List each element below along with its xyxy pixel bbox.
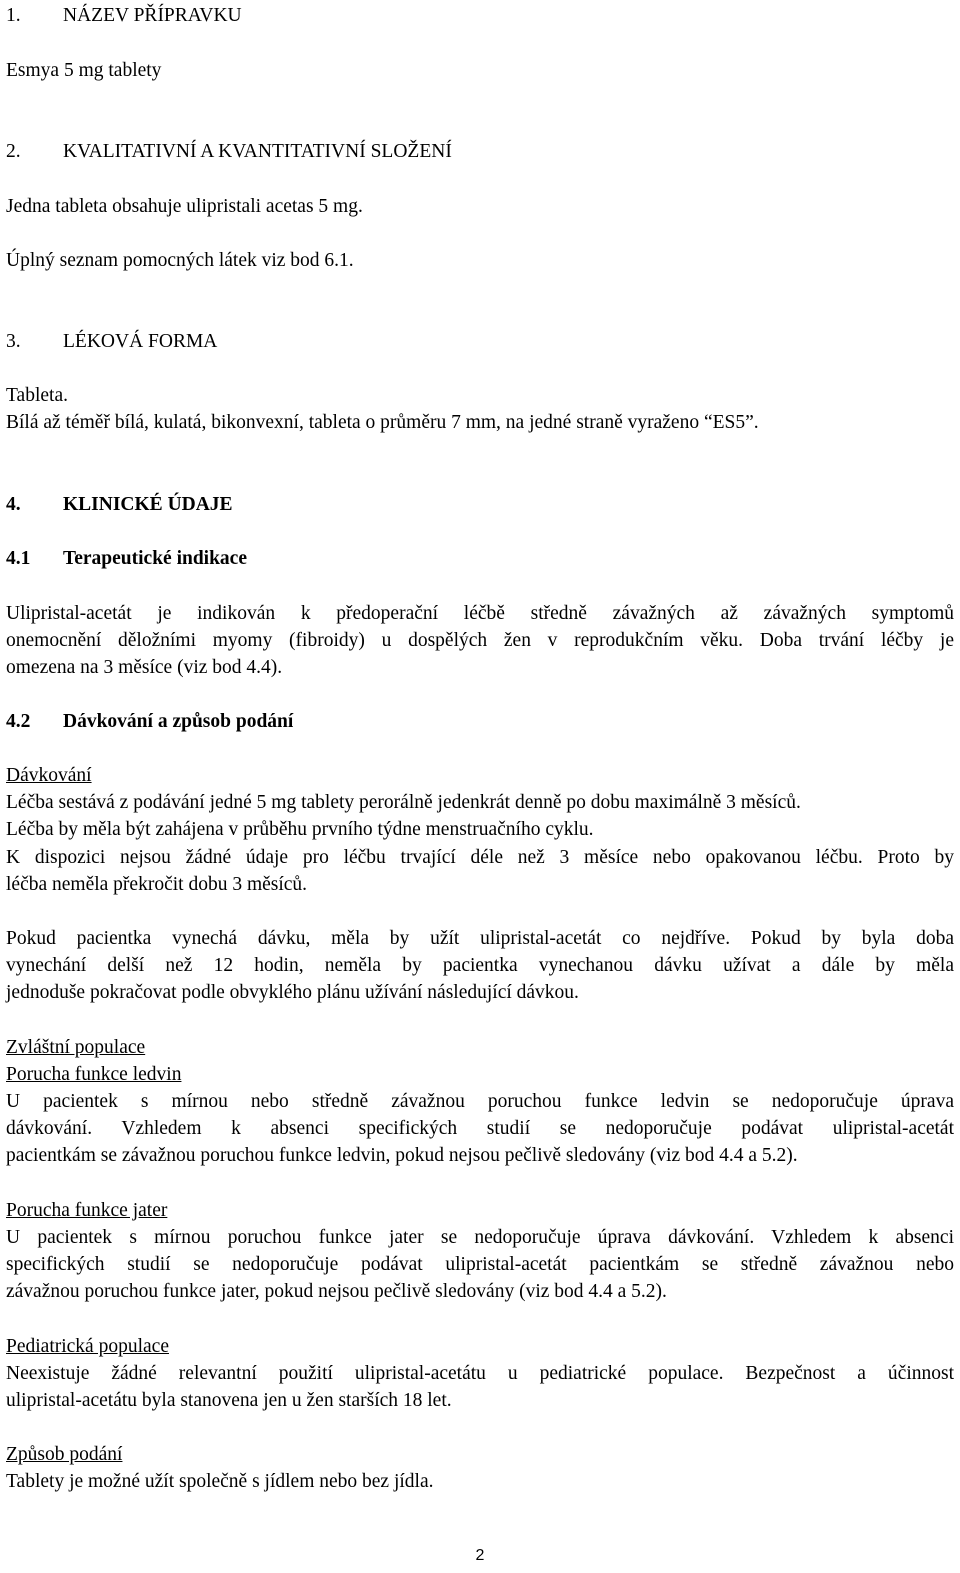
indication-line: onemocnění děložními myomy (fibroidy) u dospělých žen v reprodukčním věku. Doba trvání léčby je — [6, 630, 954, 651]
form-line-1: Tableta. — [6, 385, 68, 406]
administration-heading: Způsob podání — [6, 1444, 123, 1465]
section-number: 1. — [6, 5, 21, 26]
hepatic-line: specifických studií se nedoporučuje podávat ulipristal-acetát pacientkám se středně závažnou nebo — [6, 1254, 954, 1275]
hepatic-impairment-heading: Porucha funkce jater — [6, 1200, 168, 1221]
composition-text: Jedna tableta obsahuje ulipristali acetas 5 mg. — [6, 196, 363, 217]
administration-text: Tablety je možné užít společně s jídlem nebo bez jídla. — [6, 1471, 434, 1492]
page-number: 2 — [475, 1547, 485, 1564]
hepatic-line: U pacientek s mírnou poruchou funkce jater se nedoporučuje úprava dávkování. Vzhledem k absenci — [6, 1227, 954, 1248]
missed-dose-line: vynechání delší než 12 hodin, neměla by pacientka vynechanou dávku užívat a dále by měla — [6, 955, 954, 976]
excipients-text: Úplný seznam pomocných látek viz bod 6.1. — [6, 250, 354, 271]
indication-line: omezena na 3 měsíce (viz bod 4.4). — [6, 657, 283, 678]
section-2-heading — [6, 138, 954, 165]
dosing-line: K dispozici nejsou žádné údaje pro léčbu trvající déle než 3 měsíce nebo opakovanou léčbu. Proto by — [6, 847, 954, 868]
pediatric-line: Neexistuje žádné relevantní použití ulipristal-acetátu u pediatrické populace. Bezpečnost a účinnost — [6, 1363, 954, 1384]
section-4-heading — [6, 491, 954, 518]
renal-impairment-heading: Porucha funkce ledvin — [6, 1064, 182, 1085]
section-number: 4. — [6, 494, 21, 515]
hepatic-line: závažnou poruchou funkce jater, pokud nejsou pečlivě sledovány (viz bod 4.4 a 5.2). — [6, 1281, 667, 1302]
pediatric-heading-row — [6, 1333, 954, 1360]
section-title: NÁZEV PŘÍPRAVKU — [63, 5, 242, 26]
missed-dose-line: Pokud pacientka vynechá dávku, měla by užít ulipristal-acetát co nejdříve. Pokud by byla doba — [6, 928, 954, 949]
form-line-2: Bílá až téměř bílá, kulatá, bikonvexní, tableta o průměru 7 mm, na jedné straně vyraženo “ES5”. — [6, 412, 759, 433]
renal-line: pacientkám se závažnou poruchou funkce ledvin, pokud nejsou pečlivě sledovány (viz bod 4.4 a 5.2). — [6, 1145, 798, 1166]
section-1-heading — [6, 2, 954, 29]
section-3-heading — [6, 328, 954, 355]
section-4-2-heading — [6, 708, 954, 735]
pediatric-heading: Pediatrická populace — [6, 1336, 169, 1357]
section-number: 4.2 — [6, 711, 31, 732]
section-title: KVALITATIVNÍ A KVANTITATIVNÍ SLOŽENÍ — [63, 141, 452, 162]
hepatic-heading-row — [6, 1197, 954, 1224]
section-title: Terapeutické indikace — [63, 548, 247, 569]
special-populations-row — [6, 1034, 954, 1061]
section-number: 3. — [6, 331, 21, 352]
dosing-heading-row — [6, 762, 954, 789]
special-populations-heading: Zvláštní populace — [6, 1037, 146, 1058]
section-number: 2. — [6, 141, 21, 162]
section-title: LÉKOVÁ FORMA — [63, 331, 218, 352]
indication-line: Ulipristal-acetát je indikován k předoperační léčbě středně závažných až závažných symptomů — [6, 603, 954, 624]
dosing-line: Léčba by měla být zahájena v průběhu prvního týdne menstruačního cyklu. — [6, 819, 594, 840]
pediatric-line: ulipristal-acetátu byla stanovena jen u žen starších 18 let. — [6, 1390, 452, 1411]
missed-dose-line: jednoduše pokračovat podle obvyklého plánu užívání následující dávkou. — [6, 982, 579, 1003]
section-number: 4.1 — [6, 548, 31, 569]
renal-heading-row — [6, 1061, 954, 1088]
dosing-heading: Dávkování — [6, 765, 92, 786]
dosing-line: Léčba sestává z podávání jedné 5 mg tablety perorálně jedenkrát denně po dobu maximálně 3 měsíců. — [6, 792, 801, 813]
section-title: KLINICKÉ ÚDAJE — [63, 494, 233, 515]
admin-heading-row — [6, 1441, 954, 1468]
renal-line: dávkování. Vzhledem k absenci specifických studií se nedoporučuje podávat ulipristal-acetát — [6, 1118, 954, 1139]
section-title: Dávkování a způsob podání — [63, 711, 294, 732]
renal-line: U pacientek s mírnou nebo středně závažnou poruchou funkce ledvin se nedoporučuje úprava — [6, 1091, 954, 1112]
dosing-line: léčba neměla překročit dobu 3 měsíců. — [6, 874, 308, 895]
section-4-1-heading — [6, 545, 954, 572]
product-name: Esmya 5 mg tablety — [6, 60, 162, 81]
